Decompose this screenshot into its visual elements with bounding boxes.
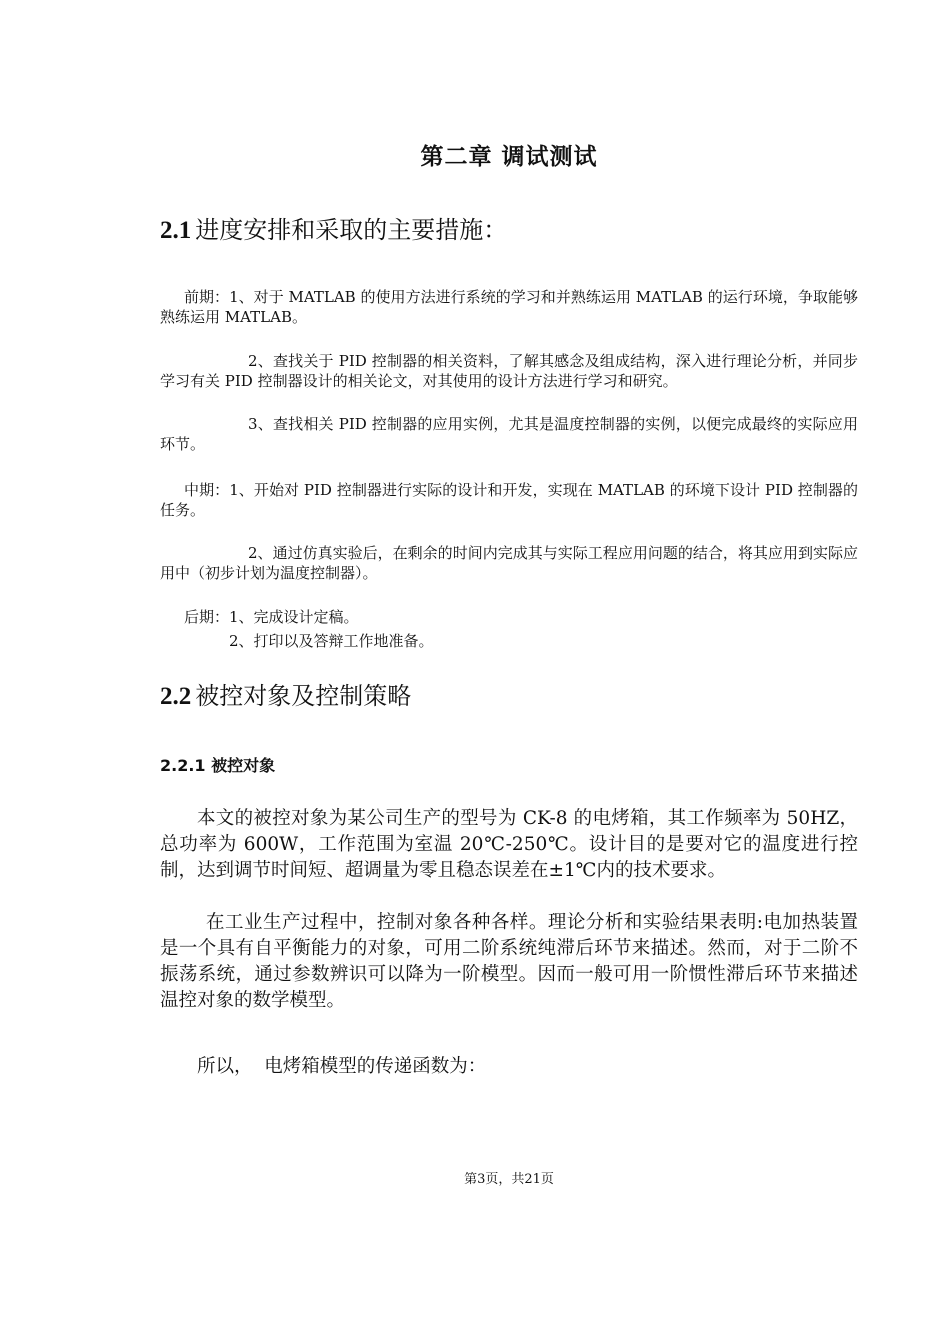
schedule-item [160,480,858,520]
schedule-text: 1、完成设计定稿。 [229,608,359,626]
schedule-text: 3、查找相关 PID 控制器的应用实例，尤其是温度控制器的实例，以便完成最终的实际应用环节。 [160,415,858,453]
paragraph: 本文的被控对象为某公司生产的型号为 CK-8 的电烤箱，其工作频率为 50HZ，总功率为 600W，工作范围为室温 20℃-250℃。设计目的是要对它的温度进行控制，达到调节时间短、超调量为零且稳态误差在±1℃内的技术要求。 [160,808,858,881]
phase-label: 前期： [184,288,230,306]
chapter-title: 第二章 调试测试 [420,144,598,170]
section-title: 进度安排和采取的主要措施： [195,216,508,244]
phase-label: 后期： [184,608,230,626]
section-heading-2-2 [160,676,411,711]
paragraph: 所以， 电烤箱模型的传递函数为： [197,1056,487,1077]
section-number: 2.1 [160,217,192,244]
schedule-item [160,351,858,391]
section-number: 2.2 [160,683,192,710]
schedule-text: 2、查找关于 PID 控制器的相关资料，了解其感念及组成结构，深入进行理论分析，并同步学习有关 PID 控制器设计的相关论文，对其使用的设计方法进行学习和研究。 [160,352,858,390]
page-footer: 第3页，共21页 [464,1172,554,1187]
schedule-item [229,631,434,651]
schedule-text: 2、通过仿真实验后，在剩余的时间内完成其与实际工程应用问题的结合，将其应用到实际应用中（初步计划为温度控制器）。 [160,544,858,582]
schedule-item [184,607,359,627]
subsection-number: 2.2.1 [160,756,206,775]
schedule-item [160,543,858,583]
phase-label: 中期： [184,481,230,499]
schedule-text: 2、打印以及答辩工作地准备。 [229,632,434,650]
schedule-item [160,414,858,454]
schedule-text: 1、开始对 PID 控制器进行实际的设计和开发，实现在 MATLAB 的环境下设计 PID 控制器的任务。 [160,481,858,519]
subsection-title: 被控对象 [211,756,276,775]
schedule-item [160,287,858,327]
paragraph: 在工业生产过程中，控制对象各种各样。理论分析和实验结果表明:电加热装置是一个具有自平衡能力的对象，可用二阶系统纯滞后环节来描述。然而，对于二阶不振荡系统，通过参数辨识可以降为一阶模型。因而一般可用一阶惯性滞后环节来描述温控对象的数学模型。 [160,912,858,1011]
schedule-text: 1、对于 MATLAB 的使用方法进行系统的学习和并熟练运用 MATLAB 的运行环境，争取能够熟练运用 MATLAB。 [160,288,858,326]
section-title: 被控对象及控制策略 [195,682,412,710]
section-heading-2-1 [160,210,507,245]
subsection-heading-2-2-1 [160,753,275,776]
